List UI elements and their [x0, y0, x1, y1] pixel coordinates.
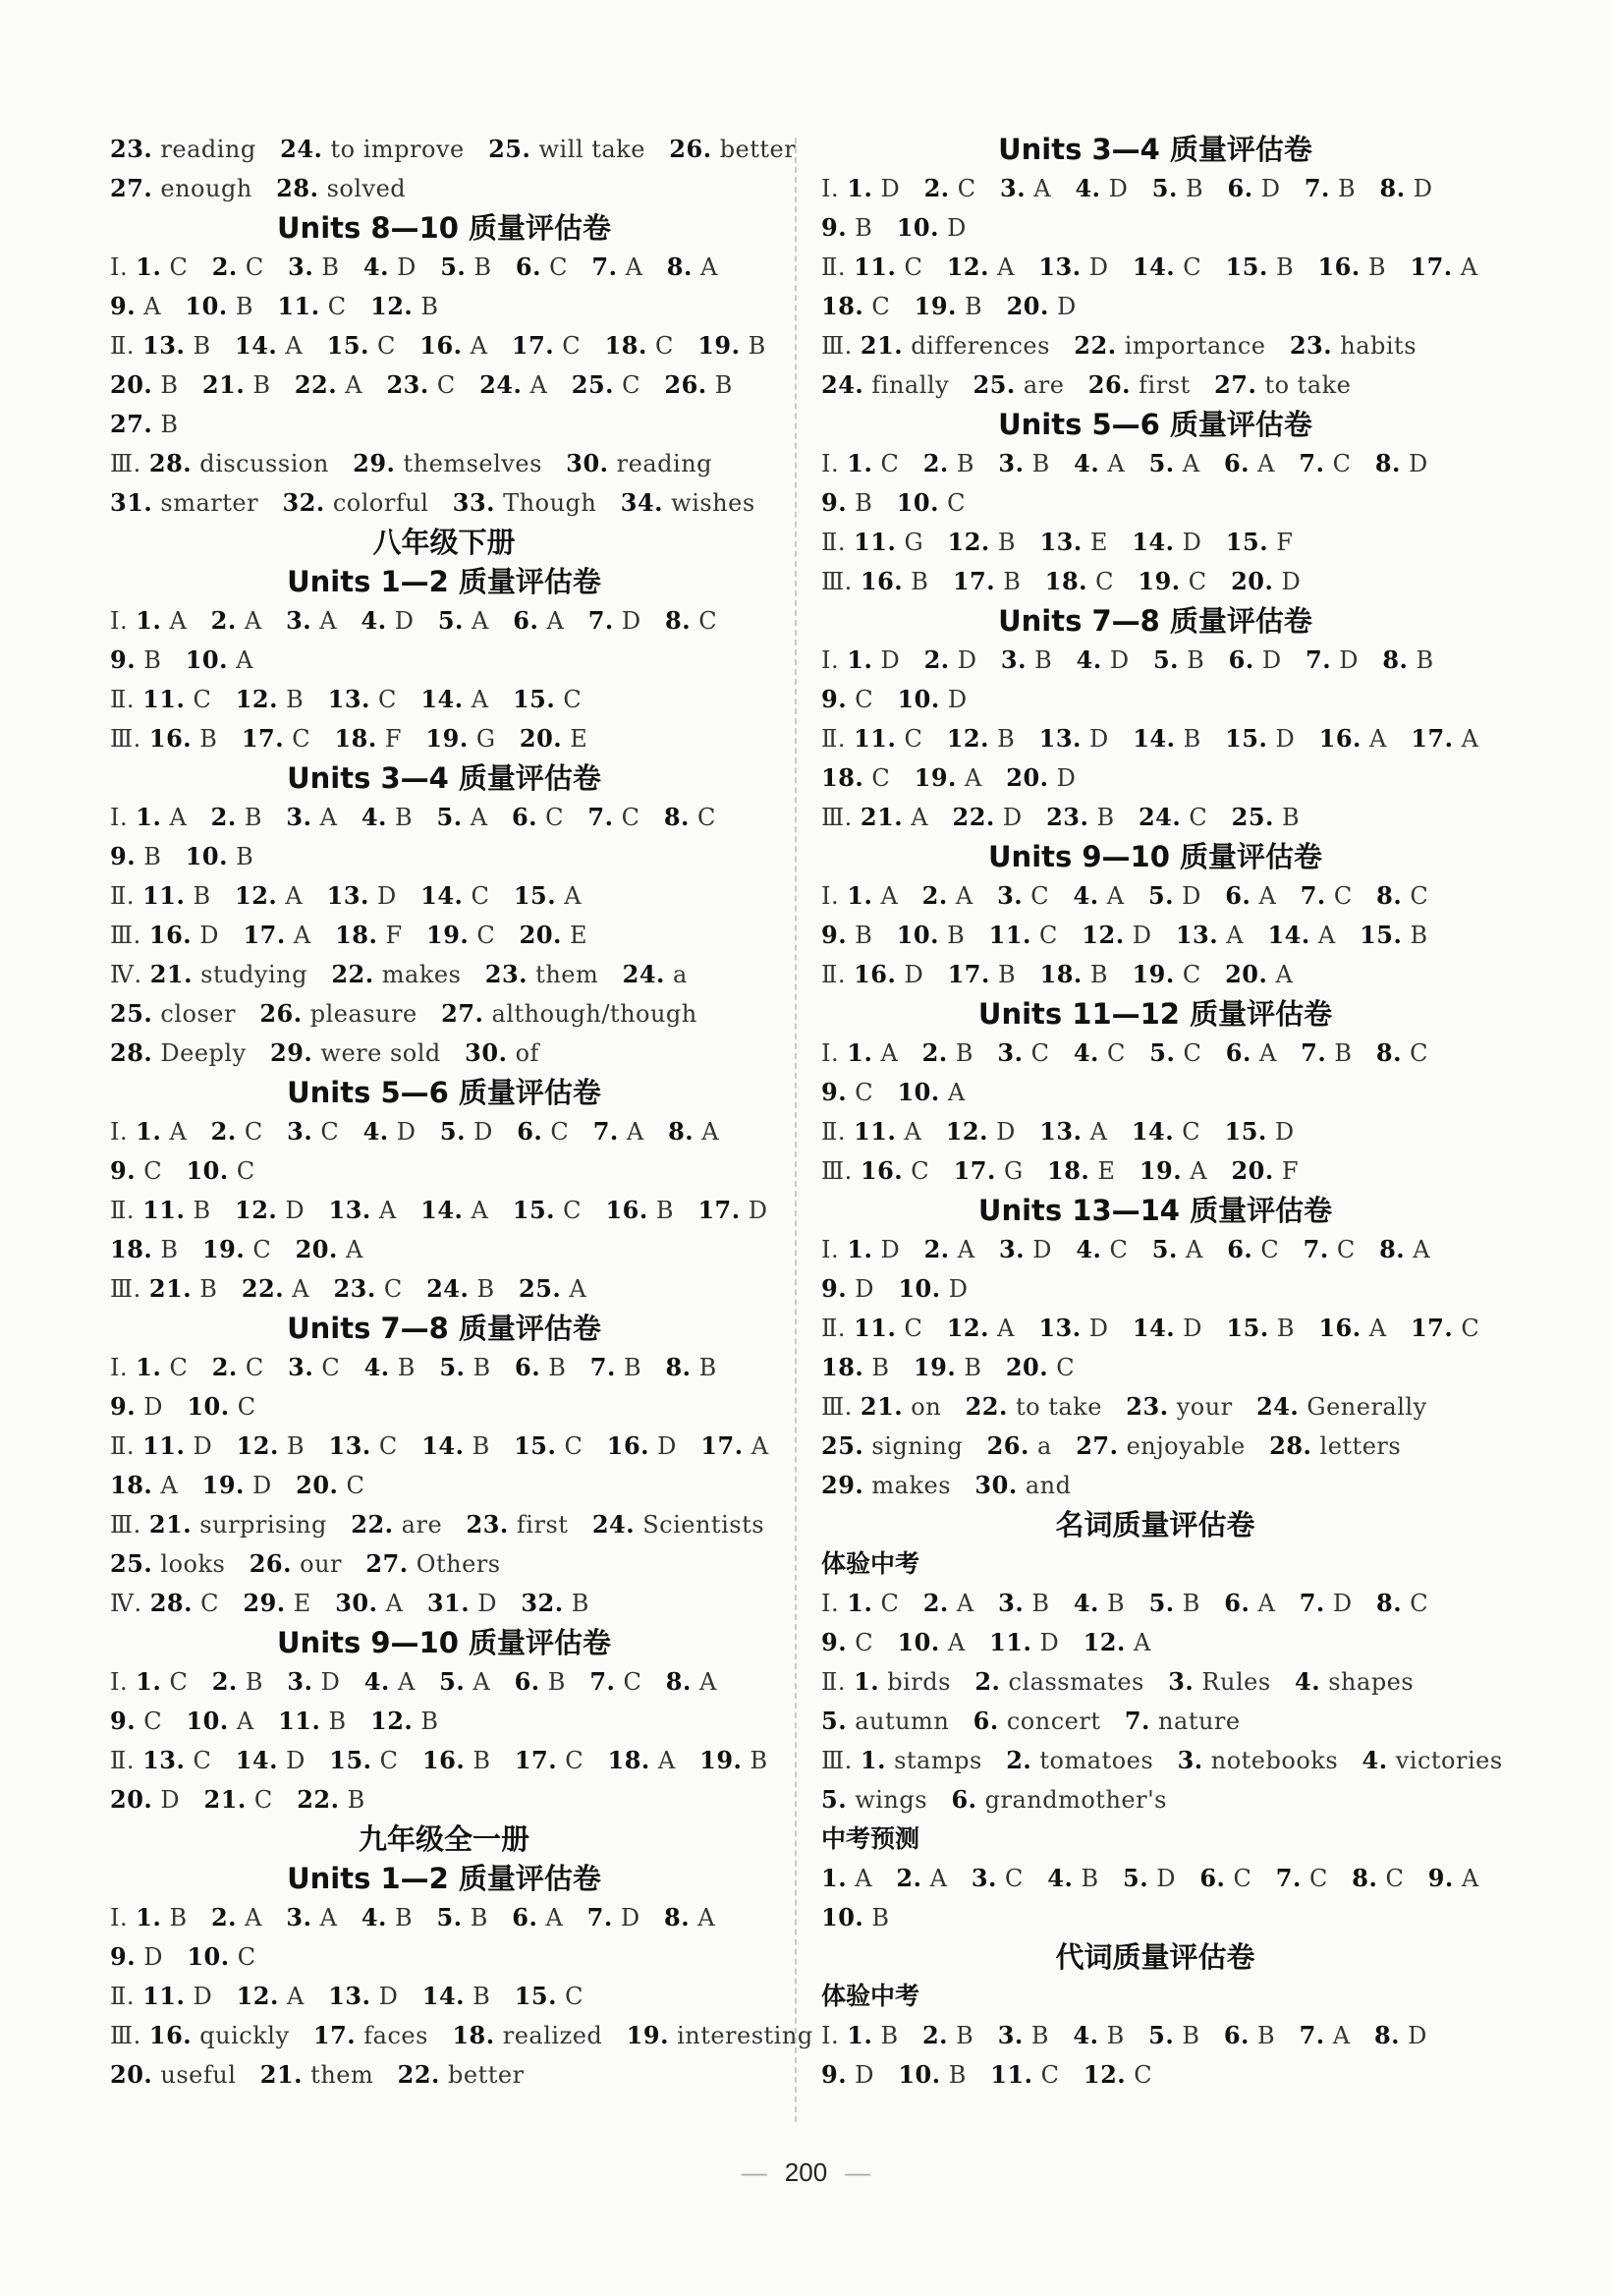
- section-heading: Units 9—10 质量评估卷: [988, 840, 1322, 873]
- answer-line: 9. B 10. A: [110, 645, 253, 674]
- page-number-footer: — 200 —: [741, 2157, 871, 2187]
- answer-line: 18. B 19. B 20. C: [821, 1353, 1076, 1381]
- answer-line: 5. autumn 6. concert 7. nature: [821, 1707, 1241, 1735]
- subsection-heading: 中考预测: [821, 1824, 920, 1853]
- answer-line: 24. finally 25. are 26. first 27. to take: [821, 370, 1352, 399]
- section-heading: Units 5—6 质量评估卷: [287, 1076, 601, 1109]
- answer-line: Ⅲ. 21. A 22. D 23. B 24. C 25. B: [821, 803, 1301, 831]
- answer-line: 10. B: [821, 1903, 890, 1932]
- answer-line: Ⅱ. 11. C 12. B 13. C 14. A 15. C: [110, 685, 583, 713]
- answer-line: Ⅰ. 1. B 2. A 3. A 4. B 5. B 6. A 7. D 8. A: [110, 1903, 716, 1932]
- answer-line: Ⅱ. 11. D 12. A 13. D 14. B 15. C: [110, 1982, 584, 2010]
- answer-line: Ⅰ. 1. D 2. A 3. D 4. C 5. A 6. C 7. C 8. A: [821, 1235, 1431, 1263]
- subsection-heading: 体验中考: [821, 1982, 920, 2010]
- answer-line: 9. A 10. B 11. C 12. B: [110, 292, 439, 320]
- answer-line: 9. B 10. C: [821, 488, 966, 517]
- answer-line: Ⅲ. 21. surprising 22. are 23. first 24. Scientists: [110, 1510, 765, 1539]
- answer-line: Ⅱ. 11. C 12. A 13. D 14. D 15. B 16. A 17. C: [821, 1314, 1480, 1342]
- answer-line: Ⅱ. 11. A 12. D 13. A 14. C 15. D: [821, 1117, 1295, 1146]
- answer-line: Ⅱ. 1. birds 2. classmates 3. Rules 4. shapes: [821, 1667, 1415, 1696]
- answer-line: Ⅱ. 13. C 14. D 15. C 16. B 17. C 18. A 19. B: [110, 1746, 768, 1774]
- answer-line: 18. A 19. D 20. C: [110, 1471, 365, 1499]
- section-heading: 八年级下册: [372, 526, 516, 559]
- answer-line: 20. B 21. B 22. A 23. C 24. A 25. C 26. B: [110, 370, 733, 399]
- section-heading: 九年级全一册: [358, 1822, 529, 1856]
- answer-line: 18. B 19. C 20. A: [110, 1235, 363, 1263]
- answer-line: Ⅰ. 1. C 2. A 3. B 4. B 5. B 6. A 7. D 8. C: [821, 1589, 1429, 1617]
- answer-line: Ⅱ. 11. B 12. A 13. D 14. C 15. A: [110, 881, 583, 910]
- answer-line: 27. enough 28. solved: [110, 174, 407, 202]
- answer-line: Ⅰ. 1. C 2. B 3. D 4. A 5. A 6. B 7. C 8. A: [110, 1667, 717, 1696]
- page-number: 200: [784, 2157, 828, 2187]
- answer-line: 9. C 10. A 11. D 12. A: [821, 1628, 1151, 1656]
- answer-line: Ⅱ. 11. G 12. B 13. E 14. D 15. F: [821, 528, 1294, 556]
- section-heading: Units 11—12 质量评估卷: [977, 997, 1333, 1031]
- answer-line: 9. B 10. B 11. C 12. D 13. A 14. A 15. B: [821, 921, 1428, 949]
- subsection-heading: 体验中考: [821, 1549, 920, 1578]
- answer-line: 18. C 19. A 20. D: [821, 763, 1077, 792]
- answer-line: 29. makes 30. and: [821, 1471, 1072, 1499]
- answer-line: 9. D 10. D: [821, 1274, 969, 1303]
- answer-line: 28. Deeply 29. were sold 30. of: [110, 1038, 539, 1067]
- section-heading: Units 9—10 质量评估卷: [277, 1626, 611, 1659]
- answer-line: 9. D 10. C: [110, 1942, 256, 1971]
- answer-line: Ⅰ. 1. B 2. B 3. B 4. B 5. B 6. B 7. A 8. D: [821, 2021, 1427, 2049]
- answer-line: 5. wings 6. grandmother's: [821, 1785, 1167, 1814]
- section-heading: Units 3—4 质量评估卷: [287, 761, 601, 795]
- answer-line: Ⅱ. 13. B 14. A 15. C 16. A 17. C 18. C 19. B: [110, 331, 766, 360]
- answer-line: 9. B 10. B: [110, 842, 254, 870]
- answer-line: 31. smarter 32. colorful 33. Though 34. wishes: [110, 488, 755, 517]
- section-heading: Units 5—6 质量评估卷: [998, 408, 1312, 441]
- answer-line: 25. closer 26. pleasure 27. although/though: [110, 999, 697, 1028]
- answer-line: Ⅱ. 11. C 12. A 13. D 14. C 15. B 16. B 17. A: [821, 252, 1478, 281]
- answer-line: Ⅱ. 11. D 12. B 13. C 14. B 15. C 16. D 17. A: [110, 1431, 769, 1460]
- answer-line: 9. B 10. D: [821, 213, 967, 242]
- section-heading: 名词质量评估卷: [1055, 1508, 1255, 1541]
- answer-line: Ⅲ. 16. B 17. B 18. C 19. C 20. D: [821, 567, 1302, 595]
- section-heading: Units 8—10 质量评估卷: [277, 211, 611, 245]
- answer-line: 9. C 10. C: [110, 1156, 255, 1185]
- answer-line: 23. reading 24. to improve 25. will take 26. better: [110, 135, 797, 163]
- answer-line: Ⅰ. 1. D 2. D 3. B 4. D 5. B 6. D 7. D 8. B: [821, 645, 1434, 674]
- answer-line: 9. C 10. D: [821, 685, 968, 713]
- answer-line: Ⅲ. 16. D 17. A 18. F 19. C 20. E: [110, 921, 588, 949]
- answer-line: Ⅲ. 16. C 17. G 18. E 19. A 20. F: [821, 1156, 1299, 1185]
- answer-line: Ⅰ. 1. C 2. C 3. C 4. B 5. B 6. B 7. B 8. B: [110, 1353, 717, 1381]
- answer-line: Ⅲ. 21. B 22. A 23. C 24. B 25. A: [110, 1274, 587, 1303]
- answer-line: 25. signing 26. a 27. enjoyable 28. letters: [821, 1431, 1402, 1460]
- answer-line: Ⅲ. 21. on 22. to take 23. your 24. Generally: [821, 1392, 1427, 1421]
- answer-line: Ⅰ. 1. A 2. B 3. C 4. C 5. C 6. A 7. B 8. C: [821, 1038, 1428, 1067]
- answer-line: Ⅰ. 1. A 2. C 3. C 4. D 5. D 6. C 7. A 8. A: [110, 1117, 720, 1146]
- answer-line: 20. D 21. C 22. B: [110, 1785, 365, 1814]
- answer-line: Ⅰ. 1. A 2. A 3. A 4. D 5. A 6. A 7. D 8. C: [110, 606, 718, 635]
- answer-line: Ⅲ. 16. B 17. C 18. F 19. G 20. E: [110, 724, 588, 753]
- section-heading: Units 3—4 质量评估卷: [998, 133, 1312, 166]
- answer-line: Ⅲ. 28. discussion 29. themselves 30. reading: [110, 449, 713, 477]
- answer-line: Ⅰ. 1. A 2. A 3. C 4. A 5. D 6. A 7. C 8. C: [821, 881, 1429, 910]
- answer-line: 27. B: [110, 410, 179, 438]
- answer-line: 9. C 10. A 11. B 12. B: [110, 1707, 439, 1735]
- answer-line: 20. useful 21. them 22. better: [110, 2060, 525, 2089]
- answer-line: Ⅰ. 1. C 2. B 3. B 4. A 5. A 6. A 7. C 8. D: [821, 449, 1428, 477]
- answer-line: 1. A 2. A 3. C 4. B 5. D 6. C 7. C 8. C 9. A: [821, 1864, 1479, 1892]
- answer-line: Ⅱ. 11. C 12. B 13. D 14. B 15. D 16. A 17. A: [821, 724, 1479, 753]
- left-answer-column: [110, 130, 813, 2095]
- section-heading: Units 7—8 质量评估卷: [287, 1312, 601, 1345]
- section-heading: Units 13—14 质量评估卷: [977, 1194, 1333, 1227]
- answer-line: Ⅲ. 16. quickly 17. faces 18. realized 19. interesting: [110, 2021, 813, 2049]
- answer-line: Ⅱ. 16. D 17. B 18. B 19. C 20. A: [821, 960, 1294, 988]
- answer-line: 9. D 10. B 11. C 12. C: [821, 2060, 1153, 2089]
- answer-line: Ⅰ. 1. A 2. B 3. A 4. B 5. A 6. C 7. C 8. C: [110, 803, 716, 831]
- section-heading: Units 1—2 质量评估卷: [287, 565, 601, 598]
- section-heading: Units 7—8 质量评估卷: [998, 604, 1312, 638]
- answer-line: 25. looks 26. our 27. Others: [110, 1549, 501, 1578]
- section-heading: 代词质量评估卷: [1055, 1940, 1255, 1974]
- answer-line: Ⅳ. 21. studying 22. makes 23. them 24. a: [110, 960, 688, 988]
- column-divider: [795, 138, 797, 2122]
- section-heading: Units 1—2 质量评估卷: [287, 1862, 601, 1895]
- answer-line: 9. C 10. A: [821, 1078, 966, 1106]
- answer-line: Ⅲ. 1. stamps 2. tomatoes 3. notebooks 4. victories: [821, 1746, 1503, 1774]
- answer-line: 18. C 19. B 20. D: [821, 292, 1077, 320]
- answer-line: Ⅱ. 11. B 12. D 13. A 14. A 15. C 16. B 17. D: [110, 1196, 768, 1224]
- answer-line: 9. D 10. C: [110, 1392, 256, 1421]
- right-answer-column: [821, 130, 1503, 2095]
- answer-line: Ⅳ. 28. C 29. E 30. A 31. D 32. B: [110, 1589, 589, 1617]
- answer-line: Ⅲ. 21. differences 22. importance 23. habits: [821, 331, 1417, 360]
- answer-line: Ⅰ. 1. D 2. C 3. A 4. D 5. B 6. D 7. B 8. D: [821, 174, 1433, 202]
- answer-line: Ⅰ. 1. C 2. C 3. B 4. D 5. B 6. C 7. A 8. A: [110, 252, 718, 281]
